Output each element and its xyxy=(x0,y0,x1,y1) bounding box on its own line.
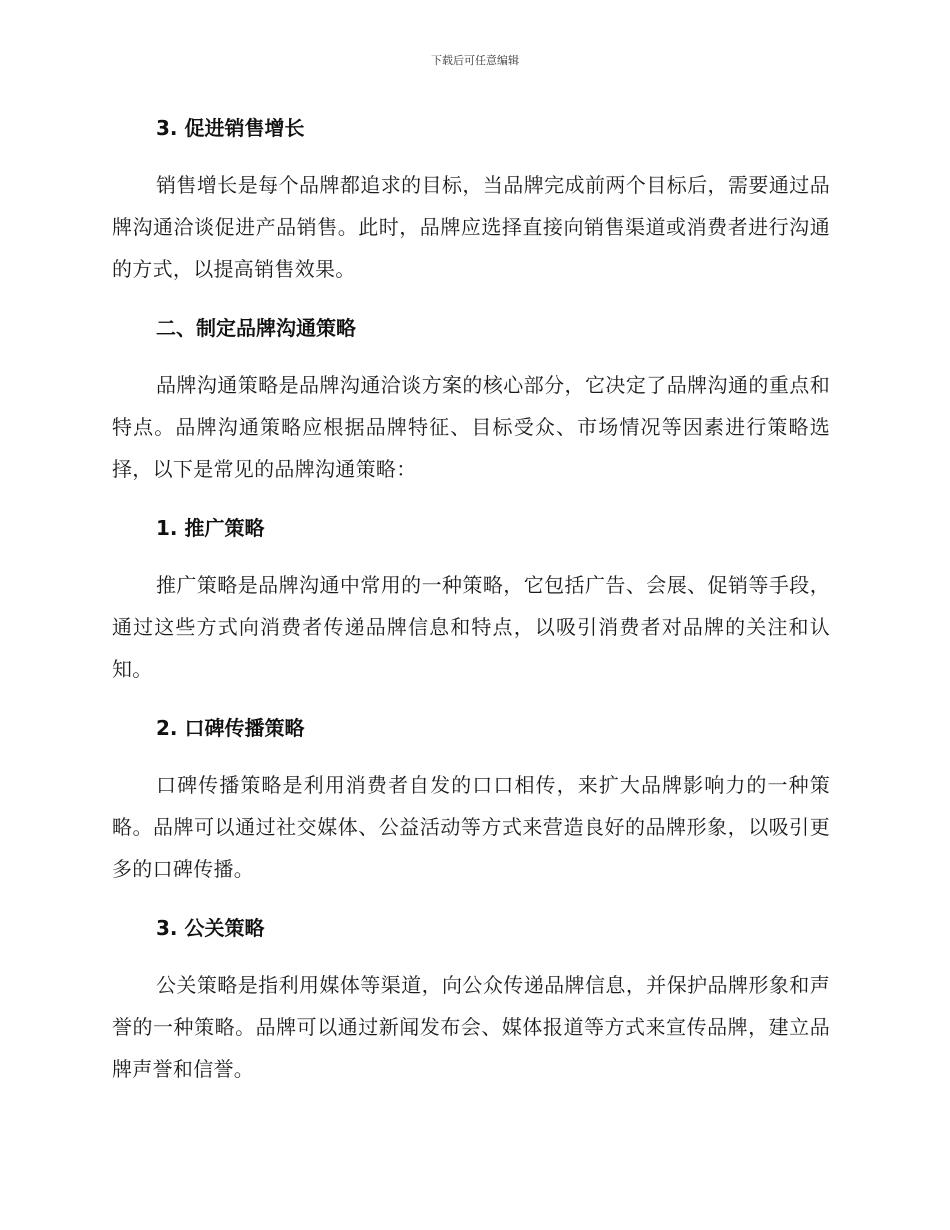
document-body xyxy=(112,108,830,1108)
section-heading-public-relations: 3. 公关策略 xyxy=(156,916,265,940)
section-heading-word-of-mouth: 2. 口碑传播策略 xyxy=(156,716,305,740)
section-paragraph-promotion: 推广策略是品牌沟通中常用的一种策略，它包括广告、会展、促销等手段，通过这些方式向消费者传递品牌信息和特点，以吸引消费者对品牌的关注和认知。 xyxy=(112,573,830,681)
section-paragraph-public-relations: 公关策略是指利用媒体等渠道，向公众传递品牌信息，并保护品牌形象和声誉的一种策略。品牌可以通过新闻发布会、媒体报道等方式来宣传品牌，建立品牌声誉和信誉。 xyxy=(112,973,830,1081)
section-heading-promotion: 1. 推广策略 xyxy=(156,516,265,540)
section-paragraph-strategy: 品牌沟通策略是品牌沟通洽谈方案的核心部分，它决定了品牌沟通的重点和特点。品牌沟通策略应根据品牌特征、目标受众、市场情况等因素进行策略选择，以下是常见的品牌沟通策略： xyxy=(112,373,830,481)
section-paragraph-word-of-mouth: 口碑传播策略是利用消费者自发的口口相传，来扩大品牌影响力的一种策略。品牌可以通过社交媒体、公益活动等方式来营造良好的品牌形象，以吸引更多的口碑传播。 xyxy=(112,773,830,881)
section-paragraph-sales-growth: 销售增长是每个品牌都追求的目标，当品牌完成前两个目标后，需要通过品牌沟通洽谈促进产品销售。此时，品牌应选择直接向销售渠道或消费者进行沟通的方式，以提高销售效果。 xyxy=(112,173,830,281)
section-heading-strategy: 二、制定品牌沟通策略 xyxy=(156,316,356,340)
page-header: 下载后可任意编辑 xyxy=(431,54,519,67)
section-heading-sales-growth: 3. 促进销售增长 xyxy=(156,116,305,140)
